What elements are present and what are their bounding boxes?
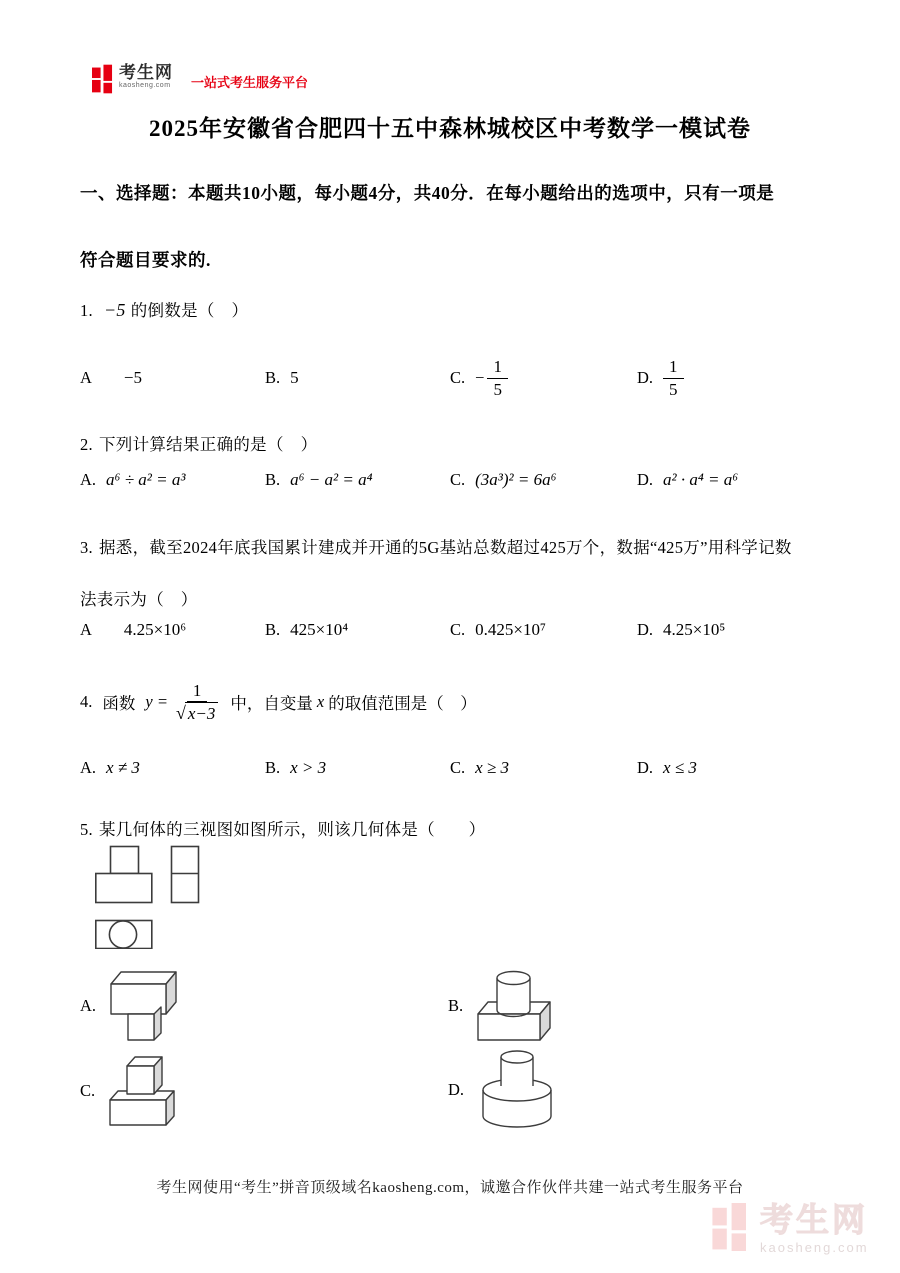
option-d-value: 4.25×10⁵ [663, 620, 726, 639]
kaosheng-logo [92, 64, 308, 94]
question-4-formula [145, 680, 220, 725]
question-1-text: 的倒数是（ ） [130, 301, 249, 320]
question-number: 3. [80, 538, 93, 557]
top-view-rect [96, 921, 152, 949]
radicand: x−3 [185, 702, 219, 724]
option-d [637, 758, 822, 778]
q5-option-a [80, 966, 180, 1046]
three-view-figure [95, 843, 210, 949]
option-c-value: x ≥ 3 [475, 758, 510, 777]
logo-tagline: 一站式考生服务平台 [191, 75, 309, 90]
option-b-label: B. [265, 368, 281, 387]
option-a-label: A [80, 620, 92, 639]
option-a-value: a⁶ ÷ a² = a³ [106, 470, 186, 489]
option-d-label: D. [637, 620, 654, 639]
option-a-label: A. [80, 758, 97, 777]
option-d [637, 470, 822, 490]
front-view-top-square [111, 847, 139, 874]
kaosheng-watermark-icon [712, 1203, 748, 1251]
option-a [80, 470, 265, 490]
option-d-label: D. [448, 1080, 465, 1099]
question-4-text-pre: 函数 [102, 694, 136, 713]
cylinder-on-cylinder-figure [478, 1050, 558, 1130]
fraction-denominator: 5 [493, 379, 502, 399]
option-c [450, 352, 637, 404]
option-a [80, 352, 265, 404]
option-a [80, 758, 265, 778]
page-title: 2025年安徽省合肥四十五中森林城校区中考数学一模试卷 [149, 116, 751, 141]
q5-option-c [80, 1050, 179, 1132]
option-b-label: B. [265, 620, 281, 639]
watermark-text: 考生网 [760, 1201, 868, 1238]
question-4-text-post: 的取值范围是（ ） [328, 694, 477, 713]
option-b [265, 758, 450, 778]
option-d-value [663, 356, 684, 400]
logo-text: 考生网 [119, 63, 173, 82]
option-b-value: x > 3 [290, 758, 327, 777]
option-c-value [475, 356, 508, 400]
option-b [265, 620, 450, 640]
option-a-value: −5 [123, 368, 143, 387]
question-3-options [80, 620, 822, 640]
option-b [265, 470, 450, 490]
option-b-label: B. [265, 470, 281, 489]
q5-option-d [448, 1048, 558, 1132]
question-1-math: −5 [103, 300, 126, 320]
option-a [80, 620, 265, 640]
logo-domain: kaosheng.com [119, 82, 171, 89]
option-b-value: 425×10⁴ [290, 620, 349, 639]
formula-lhs: y = [145, 692, 168, 711]
section-heading-line1: 一、选择题：本题共10小题，每小题4分，共40分．在每小题给出的选项中，只有一项是 [80, 183, 775, 203]
option-c [450, 758, 637, 778]
fraction-numerator: 1 [187, 680, 208, 702]
option-c-label: C. [80, 1081, 96, 1100]
question-4-text-mid: 中，自变量 [230, 694, 313, 713]
question-3-text-line1: 据悉，截至2024年底我国累计建成并开通的5G基站总数超过425万个，数据“425万”用科学记数 [98, 538, 792, 557]
question-number: 2. [80, 435, 93, 454]
option-c-label: C. [450, 758, 466, 777]
question-1-options [80, 352, 822, 404]
fraction-numerator: 1 [487, 356, 508, 378]
question-4-options [80, 758, 822, 778]
option-c-label: C. [450, 368, 466, 387]
option-c-label: C. [450, 470, 466, 489]
option-d [637, 620, 822, 640]
cube-on-cuboid-figure [109, 1053, 179, 1129]
option-b-label: B. [448, 996, 464, 1015]
option-b-label: B. [265, 758, 281, 777]
question-number: 1. [80, 301, 93, 320]
question-3-stem-line1 [80, 534, 792, 558]
q5-option-b [448, 966, 555, 1046]
cuboid-on-cube-figure [110, 968, 180, 1044]
option-b-value: a⁶ − a² = a⁴ [290, 470, 373, 489]
kaosheng-watermark [712, 1203, 869, 1254]
fraction-denominator: 5 [669, 379, 678, 399]
front-view-bottom-rect [96, 874, 152, 903]
option-a-label: A. [80, 470, 97, 489]
question-3-text-line2: 法表示为（ ） [80, 590, 198, 609]
fraction-numerator: 1 [663, 356, 684, 378]
question-2-stem [80, 431, 317, 455]
question-number: 4. [80, 692, 93, 711]
question-5-text: 某几何体的三视图如图所示，则该几何体是（ ） [98, 820, 486, 839]
option-a-value: 4.25×10⁶ [123, 620, 187, 639]
page-footer-text: 考生网使用“考生”拼音顶级域名kaosheng.com，诚邀合作伙伴共建一站式考生服务平台 [156, 1180, 744, 1196]
question-4-stem [80, 676, 477, 728]
option-d-label: D. [637, 368, 654, 387]
kaosheng-logo-icon [92, 64, 113, 94]
option-a-label: A. [80, 996, 97, 1015]
option-a-label: A [80, 368, 92, 387]
option-d-label: D. [637, 470, 654, 489]
question-number: 5. [80, 820, 93, 839]
question-2-options [80, 470, 822, 490]
option-c-value: 0.425×10⁷ [475, 620, 546, 639]
option-b [265, 352, 450, 404]
question-1-stem [80, 297, 248, 321]
option-d-value: x ≤ 3 [663, 758, 697, 777]
option-c [450, 470, 637, 490]
option-d [637, 352, 822, 404]
cylinder-on-cuboid-figure [477, 968, 555, 1044]
option-c-label: C. [450, 620, 466, 639]
option-d-value: a² · a⁴ = a⁶ [663, 470, 739, 489]
question-3-stem-line2 [80, 586, 198, 610]
option-c [450, 620, 637, 640]
minus-sign: − [475, 368, 485, 387]
formula-fraction [174, 680, 220, 725]
watermark-domain: kaosheng.com [760, 1240, 869, 1255]
option-d-label: D. [637, 758, 654, 777]
section-heading-line2: 符合题目要求的. [80, 250, 211, 270]
variable-x: x [316, 692, 325, 711]
option-b-value: 5 [290, 368, 299, 387]
question-2-text: 下列计算结果正确的是（ ） [98, 435, 318, 454]
question-5-stem [80, 816, 485, 840]
side-view-rect [172, 847, 199, 903]
option-a-value: x ≠ 3 [106, 758, 140, 777]
radical-sign: √ [175, 702, 186, 723]
option-c-value: (3a³)² = 6a⁶ [475, 470, 557, 489]
